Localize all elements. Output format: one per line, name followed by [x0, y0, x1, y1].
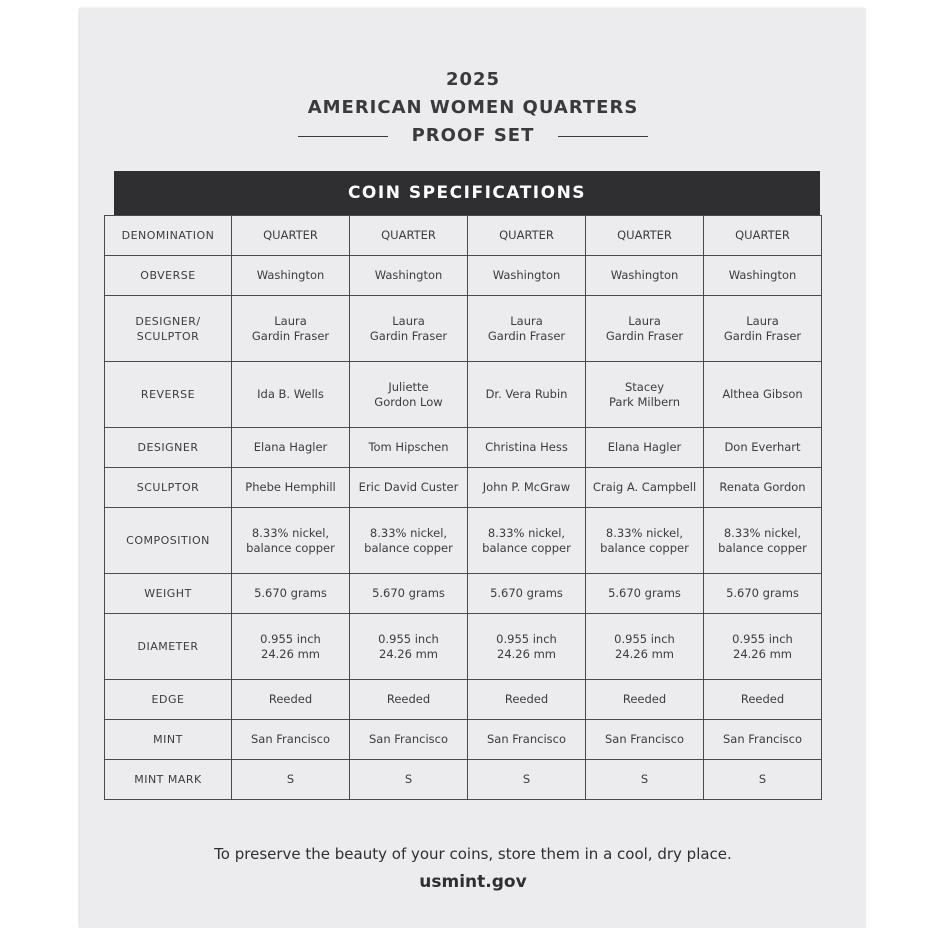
table-cell: 0.955 inch 24.26 mm — [468, 614, 586, 680]
table-cell: Laura Gardin Fraser — [468, 296, 586, 362]
spec-table-wrap — [104, 171, 822, 800]
table-cell: Stacey Park Milbern — [586, 362, 704, 428]
row-label: MINT — [105, 720, 232, 760]
table-cell: QUARTER — [586, 216, 704, 256]
table-cell: San Francisco — [232, 720, 350, 760]
row-label: DENOMINATION — [105, 216, 232, 256]
table-cell: QUARTER — [468, 216, 586, 256]
table-row — [105, 428, 822, 468]
subtitle-row — [80, 122, 866, 150]
table-row — [105, 362, 822, 428]
table-cell: 0.955 inch 24.26 mm — [586, 614, 704, 680]
table-cell: S — [468, 760, 586, 800]
table-row — [105, 574, 822, 614]
table-cell: S — [350, 760, 468, 800]
table-cell: Elana Hagler — [586, 428, 704, 468]
left-divider — [298, 136, 388, 137]
website-link[interactable]: usmint.gov — [419, 872, 527, 892]
table-cell: Reeded — [232, 680, 350, 720]
table-cell: Tom Hipschen — [350, 428, 468, 468]
table-cell: S — [704, 760, 822, 800]
table-cell: Christina Hess — [468, 428, 586, 468]
table-cell: 0.955 inch 24.26 mm — [232, 614, 350, 680]
table-row — [105, 508, 822, 574]
set-title: AMERICAN WOMEN QUARTERS — [307, 97, 639, 118]
spec-table — [104, 215, 822, 800]
row-label: DIAMETER — [105, 614, 232, 680]
row-label: DESIGNER/ SCULPTOR — [105, 296, 232, 362]
table-cell: 5.670 grams — [350, 574, 468, 614]
table-cell: S — [586, 760, 704, 800]
table-cell: Althea Gibson — [704, 362, 822, 428]
table-cell: Reeded — [350, 680, 468, 720]
table-cell: Ida B. Wells — [232, 362, 350, 428]
table-cell: QUARTER — [704, 216, 822, 256]
row-label: DESIGNER — [105, 428, 232, 468]
table-cell: Juliette Gordon Low — [350, 362, 468, 428]
table-row — [105, 468, 822, 508]
table-cell: 0.955 inch 24.26 mm — [350, 614, 468, 680]
table-cell: Reeded — [704, 680, 822, 720]
care-note: To preserve the beauty of your coins, store them in a cool, dry place. — [214, 845, 732, 863]
table-cell: 5.670 grams — [586, 574, 704, 614]
table-cell: Washington — [468, 256, 586, 296]
table-cell: 8.33% nickel, balance copper — [704, 508, 822, 574]
spec-table-heading: COIN SPECIFICATIONS — [114, 171, 820, 215]
table-row — [105, 720, 822, 760]
row-label: EDGE — [105, 680, 232, 720]
row-label: COMPOSITION — [105, 508, 232, 574]
table-cell: Laura Gardin Fraser — [350, 296, 468, 362]
table-row — [105, 256, 822, 296]
table-cell: Renata Gordon — [704, 468, 822, 508]
table-cell: San Francisco — [704, 720, 822, 760]
table-cell: Washington — [704, 256, 822, 296]
card-footer — [80, 842, 866, 898]
table-cell: 5.670 grams — [232, 574, 350, 614]
table-cell: Washington — [232, 256, 350, 296]
table-cell: 5.670 grams — [468, 574, 586, 614]
table-cell: John P. McGraw — [468, 468, 586, 508]
spec-card — [80, 8, 866, 928]
table-row — [105, 680, 822, 720]
set-subtitle: PROOF SET — [411, 125, 535, 146]
table-cell: Phebe Hemphill — [232, 468, 350, 508]
row-label: WEIGHT — [105, 574, 232, 614]
table-cell: 8.33% nickel, balance copper — [232, 508, 350, 574]
row-label: MINT MARK — [105, 760, 232, 800]
card-header — [80, 66, 866, 150]
table-cell: Washington — [350, 256, 468, 296]
table-cell: Craig A. Campbell — [586, 468, 704, 508]
table-cell: San Francisco — [586, 720, 704, 760]
table-row — [105, 760, 822, 800]
table-cell: QUARTER — [232, 216, 350, 256]
table-row — [105, 216, 822, 256]
table-cell: Laura Gardin Fraser — [232, 296, 350, 362]
table-cell: 8.33% nickel, balance copper — [586, 508, 704, 574]
table-cell: S — [232, 760, 350, 800]
table-row — [105, 296, 822, 362]
row-label: REVERSE — [105, 362, 232, 428]
table-cell: San Francisco — [468, 720, 586, 760]
table-cell: Don Everhart — [704, 428, 822, 468]
table-cell: 8.33% nickel, balance copper — [350, 508, 468, 574]
table-cell: Reeded — [468, 680, 586, 720]
table-cell: Laura Gardin Fraser — [704, 296, 822, 362]
table-cell: Dr. Vera Rubin — [468, 362, 586, 428]
table-cell: 8.33% nickel, balance copper — [468, 508, 586, 574]
row-label: OBVERSE — [105, 256, 232, 296]
table-cell: San Francisco — [350, 720, 468, 760]
table-cell: Eric David Custer — [350, 468, 468, 508]
table-cell: Washington — [586, 256, 704, 296]
table-cell: Laura Gardin Fraser — [586, 296, 704, 362]
table-row — [105, 614, 822, 680]
table-cell: 5.670 grams — [704, 574, 822, 614]
table-cell: Reeded — [586, 680, 704, 720]
right-divider — [558, 136, 648, 137]
table-cell: Elana Hagler — [232, 428, 350, 468]
table-cell: 0.955 inch 24.26 mm — [704, 614, 822, 680]
year-heading: 2025 — [445, 69, 501, 90]
table-cell: QUARTER — [350, 216, 468, 256]
row-label: SCULPTOR — [105, 468, 232, 508]
